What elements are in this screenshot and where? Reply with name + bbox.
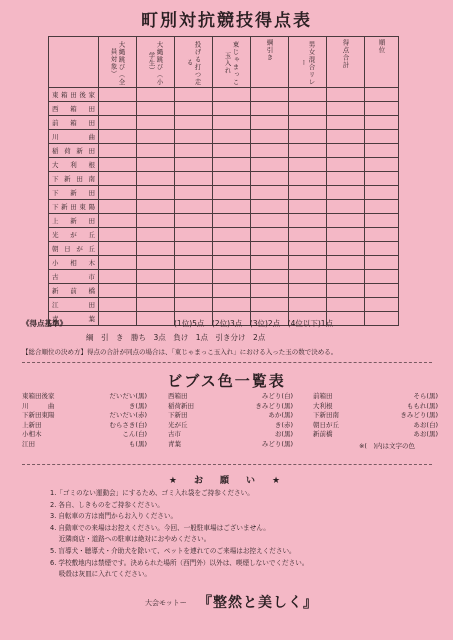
bib-entry: [168, 392, 293, 402]
score-cell: [365, 172, 399, 186]
score-cell: [365, 298, 399, 312]
bib-town: 東箱田後家: [22, 392, 55, 400]
town-name-cell: 下新田東陽: [49, 200, 99, 214]
score-cell: [365, 102, 399, 116]
bib-color: みどり(白): [261, 392, 293, 400]
header-corner: [49, 37, 99, 88]
score-cell: [327, 242, 365, 256]
score-cell: [213, 102, 251, 116]
score-cell: [251, 102, 289, 116]
bib-town: 下新田東陽: [22, 411, 55, 420]
score-cell: [99, 102, 137, 116]
table-row: [49, 116, 399, 130]
score-table-header-row: [49, 37, 399, 88]
town-name-cell: 西箱田: [49, 102, 99, 116]
request-item: 6. 学校敷地内は禁煙です。決められた場所（西門外）以外は、喫煙しないでください。: [50, 558, 309, 567]
bib-entry: [22, 440, 147, 450]
score-cell: [137, 158, 175, 172]
score-cell: [289, 298, 327, 312]
requests-title: ★ お 願 い ★: [168, 476, 285, 486]
bib-town: 上新田: [22, 420, 42, 429]
score-cell: [213, 144, 251, 158]
request-item: 吸殻は灰皿に入れてください。: [50, 570, 152, 579]
score-cell: [175, 284, 213, 298]
score-cell: [327, 172, 365, 186]
score-cell: [251, 214, 289, 228]
bib-color: こん(白): [122, 430, 147, 439]
bib-entry: [168, 430, 293, 440]
town-name-cell: 稲荷新田: [49, 144, 99, 158]
bib-color: むらさき(白): [109, 420, 147, 429]
score-cell: [137, 102, 175, 116]
header-label: 大縄跳び（全員対象）: [109, 40, 126, 86]
bib-column: [168, 392, 293, 450]
bib-column: [313, 392, 438, 440]
table-row: [49, 270, 399, 284]
score-cell: [99, 144, 137, 158]
score-cell: [99, 270, 137, 284]
score-cell: [327, 130, 365, 144]
bib-entry: [168, 440, 293, 450]
score-cell: [365, 242, 399, 256]
table-row: [49, 88, 399, 102]
score-cell: [327, 200, 365, 214]
table-row: [49, 158, 399, 172]
rank-points: (1位)5点 (2位)3点 (3位)2点 (4位以下)1点: [174, 319, 334, 328]
header-cell: [99, 37, 137, 88]
score-cell: [365, 284, 399, 298]
score-cell: [365, 116, 399, 130]
town-name-cell: 東箱田後家: [49, 88, 99, 102]
score-cell: [289, 228, 327, 242]
score-cell: [327, 144, 365, 158]
request-item: 1.「ゴミのない運動会」にするため、ゴミ入れ袋をご持参ください。: [50, 489, 254, 497]
score-cell: [327, 158, 365, 172]
header-label: 東じゃまっこ玉入れ: [223, 40, 240, 86]
town-name-cell: 朝日が丘: [49, 242, 99, 256]
score-cell: [251, 172, 289, 186]
score-table: [48, 36, 399, 326]
divider: [22, 362, 432, 363]
score-cell: [289, 256, 327, 270]
bib-color: も(黒): [128, 439, 147, 448]
page-title: 町別対抗競技得点表: [141, 11, 312, 31]
score-cell: [289, 200, 327, 214]
table-row: [49, 214, 399, 228]
header-label: 男女混合リレー: [299, 40, 316, 86]
table-row: [49, 256, 399, 270]
header-label: 綱引き: [265, 39, 274, 62]
bib-town: 光が丘: [168, 420, 188, 429]
request-item: 5. 盲導犬・聴導犬・介助犬を除いて、ペットを連れてのご来場はお控えください。: [50, 546, 296, 555]
score-cell: [289, 144, 327, 158]
score-cell: [175, 214, 213, 228]
bib-town: 新前橋: [313, 430, 333, 439]
score-cell: [251, 88, 289, 102]
bib-color: あお(黒): [413, 430, 438, 439]
score-cell: [175, 228, 213, 242]
score-cell: [213, 270, 251, 284]
score-cell: [327, 102, 365, 116]
header-cell: [327, 37, 365, 88]
bib-entry: [22, 430, 147, 440]
table-row: [49, 284, 399, 298]
bib-town: 西箱田: [168, 392, 188, 400]
score-cell: [365, 158, 399, 172]
bib-town: 青葉: [168, 439, 181, 448]
score-cell: [99, 200, 137, 214]
bib-entry: [168, 411, 293, 421]
score-cell: [327, 228, 365, 242]
score-cell: [289, 88, 327, 102]
town-name-cell: 新前橋: [49, 284, 99, 298]
bib-town: 朝日が丘: [313, 420, 339, 429]
score-cell: [289, 158, 327, 172]
score-cell: [251, 200, 289, 214]
request-item: 2. 各自、しきものをご持参ください。: [50, 500, 164, 509]
bib-color: き(黒): [128, 401, 147, 410]
bib-color: ももれ(黒): [406, 401, 438, 410]
header-label: 得点合計: [341, 39, 350, 69]
score-cell: [289, 116, 327, 130]
header-label: 投げる打つ走る: [185, 40, 202, 86]
score-cell: [365, 256, 399, 270]
score-cell: [99, 228, 137, 242]
score-cell: [327, 298, 365, 312]
score-cell: [327, 116, 365, 130]
score-cell: [365, 130, 399, 144]
header-cell: [289, 37, 327, 88]
score-cell: [251, 284, 289, 298]
score-cell: [99, 242, 137, 256]
score-cell: [99, 186, 137, 200]
bib-town: 川 曲: [22, 401, 55, 410]
score-cell: [175, 144, 213, 158]
score-cell: [289, 172, 327, 186]
score-cell: [251, 256, 289, 270]
score-cell: [175, 200, 213, 214]
score-cell: [289, 242, 327, 256]
bib-town: 江田: [22, 439, 35, 448]
table-row: [49, 102, 399, 116]
bib-color: き(赤): [274, 420, 293, 429]
score-cell: [213, 116, 251, 130]
bib-town: 大利根: [313, 401, 333, 410]
bib-entry: [22, 421, 147, 431]
bib-town: 小相木: [22, 430, 42, 439]
score-cell: [175, 158, 213, 172]
score-cell: [175, 256, 213, 270]
score-cell: [137, 186, 175, 200]
bib-entry: [313, 430, 438, 440]
score-cell: [251, 270, 289, 284]
score-cell: [99, 214, 137, 228]
request-item: 4. 自動車での来場はお控えください。今回、一般駐車場はございません。: [50, 523, 270, 532]
score-cell: [251, 186, 289, 200]
table-row: [49, 130, 399, 144]
score-table-body: [49, 88, 399, 326]
score-cell: [213, 256, 251, 270]
header-cell: [365, 37, 399, 88]
score-cell: [365, 88, 399, 102]
bib-entry: [22, 411, 147, 421]
score-cell: [289, 284, 327, 298]
score-cell: [175, 298, 213, 312]
header-label: 大縄跳び（小学生）: [147, 40, 164, 86]
score-cell: [213, 214, 251, 228]
score-cell: [365, 270, 399, 284]
score-cell: [175, 102, 213, 116]
bib-color: だいだい(黒): [109, 392, 147, 400]
score-cell: [289, 186, 327, 200]
score-cell: [289, 130, 327, 144]
score-cell: [213, 88, 251, 102]
score-cell: [213, 298, 251, 312]
score-cell: [99, 298, 137, 312]
score-cell: [327, 88, 365, 102]
score-cell: [327, 256, 365, 270]
score-cell: [365, 186, 399, 200]
score-cell: [213, 186, 251, 200]
town-name-cell: 古市: [49, 270, 99, 284]
town-name-cell: 前箱田: [49, 116, 99, 130]
score-cell: [137, 116, 175, 130]
score-cell: [99, 130, 137, 144]
bib-color: そら(黒): [413, 392, 438, 400]
score-cell: [251, 228, 289, 242]
score-cell: [213, 130, 251, 144]
tug-of-war-points: 綱 引 き 勝ち 3点 負け 1点 引き分け 2点: [86, 333, 266, 342]
table-row: [49, 144, 399, 158]
request-item: 3. 自転車の方は南門からお入りください。: [50, 512, 178, 521]
table-row: [49, 242, 399, 256]
town-name-cell: 大利根: [49, 158, 99, 172]
request-item: 近隣商店・道路への駐車は絶対におやめください。: [50, 535, 211, 544]
score-cell: [137, 88, 175, 102]
bib-town: 古市: [168, 430, 181, 439]
score-cell: [365, 200, 399, 214]
town-name-cell: 小相木: [49, 256, 99, 270]
score-cell: [289, 102, 327, 116]
bib-entry: [313, 411, 438, 421]
score-cell: [137, 200, 175, 214]
bib-entry: [22, 402, 147, 412]
score-cell: [327, 214, 365, 228]
score-cell: [213, 158, 251, 172]
table-row: [49, 298, 399, 312]
motto-text: 『整然と美しく』: [198, 595, 318, 611]
table-row: [49, 172, 399, 186]
town-name-cell: 上新田: [49, 214, 99, 228]
bib-entry: [168, 402, 293, 412]
bib-town: 下新田: [168, 411, 188, 420]
score-cell: [213, 228, 251, 242]
divider: [22, 464, 432, 465]
bib-town: 下新田南: [313, 411, 339, 420]
table-row: [49, 200, 399, 214]
score-cell: [251, 144, 289, 158]
score-cell: [175, 130, 213, 144]
scoring-criteria: [22, 318, 432, 356]
town-name-cell: 江田: [49, 298, 99, 312]
bib-color: きみどり(黒): [255, 401, 293, 410]
bib-color-title: ビブス色一覧表: [167, 372, 286, 390]
bib-color: きみどり(黒): [400, 411, 438, 420]
score-cell: [365, 228, 399, 242]
score-cell: [137, 284, 175, 298]
score-cell: [137, 130, 175, 144]
score-cell: [175, 116, 213, 130]
score-cell: [137, 270, 175, 284]
bib-color: お(黒): [274, 430, 293, 439]
score-cell: [99, 158, 137, 172]
town-name-cell: 川曲: [49, 130, 99, 144]
bib-town: 稲荷新田: [168, 401, 194, 410]
score-cell: [137, 172, 175, 186]
town-name-cell: 光が丘: [49, 228, 99, 242]
bib-color: あか(黒): [268, 411, 293, 420]
score-cell: [175, 270, 213, 284]
tiebreak-note: 【総合順位の決め方】得点の合計が同点の場合は、「東じゃまっこ玉入れ」における入った玉の数で決める。: [22, 348, 338, 356]
bib-color-note: ※( )内は文字の色: [358, 442, 415, 450]
requests-list: [50, 488, 430, 581]
score-cell: [99, 172, 137, 186]
score-cell: [213, 242, 251, 256]
bib-entry: [313, 421, 438, 431]
table-row: [49, 228, 399, 242]
town-name-cell: 下新田南: [49, 172, 99, 186]
score-cell: [327, 284, 365, 298]
score-cell: [327, 270, 365, 284]
score-cell: [137, 256, 175, 270]
score-cell: [137, 228, 175, 242]
motto-label: 大会モットー: [145, 599, 187, 607]
score-cell: [99, 88, 137, 102]
bib-entry: [168, 421, 293, 431]
header-cell: [251, 37, 289, 88]
town-name-cell: 下新田: [49, 186, 99, 200]
score-cell: [175, 186, 213, 200]
score-cell: [251, 242, 289, 256]
score-cell: [137, 298, 175, 312]
score-cell: [365, 214, 399, 228]
bib-column: [22, 392, 147, 450]
score-cell: [99, 116, 137, 130]
table-row: [49, 186, 399, 200]
bib-entry: [22, 392, 147, 402]
town-name-cell: 青葉: [49, 312, 99, 326]
bib-color: みどり(黒): [261, 439, 293, 448]
bib-color: あお(白): [413, 420, 438, 429]
bib-entry: [313, 402, 438, 412]
score-cell: [137, 144, 175, 158]
score-cell: [365, 144, 399, 158]
score-cell: [175, 172, 213, 186]
header-cell: [213, 37, 251, 88]
score-cell: [251, 116, 289, 130]
score-cell: [327, 186, 365, 200]
score-cell: [137, 242, 175, 256]
score-cell: [137, 214, 175, 228]
score-cell: [251, 130, 289, 144]
header-label: 順位: [377, 39, 386, 54]
header-cell: [137, 37, 175, 88]
score-cell: [251, 158, 289, 172]
score-cell: [99, 256, 137, 270]
bib-entry: [313, 392, 438, 402]
score-cell: [213, 172, 251, 186]
criteria-heading: 《得点基準》: [22, 319, 67, 328]
score-cell: [175, 242, 213, 256]
score-cell: [213, 284, 251, 298]
score-cell: [251, 298, 289, 312]
score-cell: [213, 200, 251, 214]
header-cell: [175, 37, 213, 88]
bib-town: 前箱田: [313, 392, 333, 400]
score-cell: [289, 214, 327, 228]
score-cell: [99, 284, 137, 298]
score-cell: [175, 88, 213, 102]
bib-color: だいだい(赤): [109, 411, 147, 420]
score-cell: [289, 270, 327, 284]
